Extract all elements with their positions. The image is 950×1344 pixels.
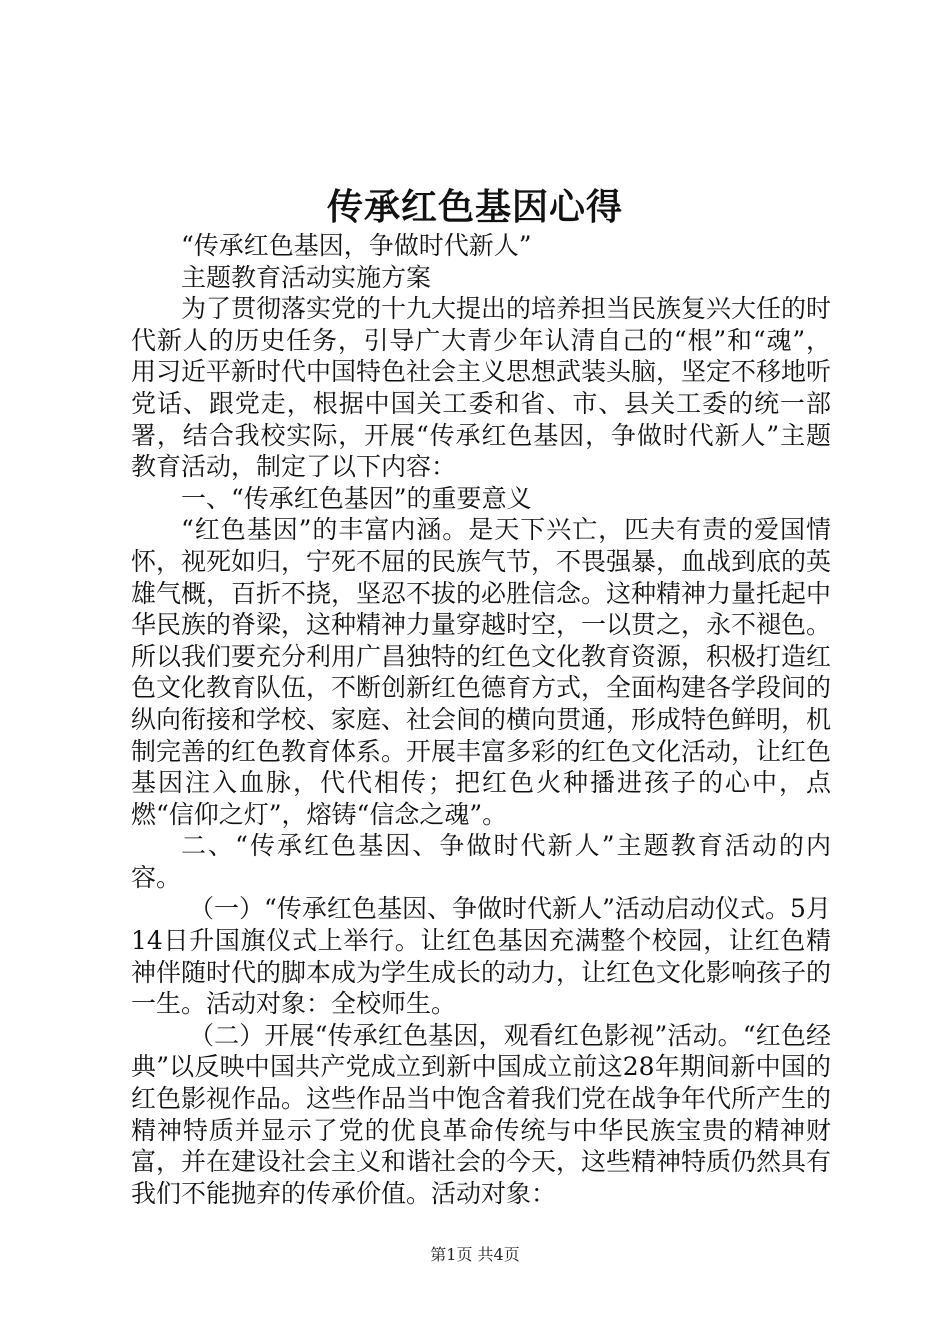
document-body (131, 230, 831, 1209)
page-footer: 第1页 共4页 (430, 1245, 520, 1264)
activity-2-paragraph: （二）开展“传承红色基因，观看红色影视”活动。“红色经典”以反映中国共产党成立到新中国成立前这28年期间新中国的红色影视作品。这些作品当中饱含着我们党在战争年代所产生的精神特质并显示了党的优良革命传统与中华民族宝贵的精神财富，并在建设社会主义和谐社会的今天，这些精神特质仍然具有我们不能抛弃的传承价值。活动对象： (131, 1020, 832, 1208)
activity-1-paragraph: （一）“传承红色基因、争做时代新人”活动启动仪式。5月14日升国旗仪式上举行。让红色基因充满整个校园，让红色精神伴随时代的脚本成为学生成长的动力，让红色文化影响孩子的一生。活动对象：全校师生。 (131, 894, 832, 1019)
document-title: 传承红色基因心得 (326, 186, 623, 228)
section-heading-2: 二、“传承红色基因、争做时代新人”主题教育活动的内容。 (131, 831, 831, 892)
subtitle-line: 主题教育活动实施方案 (181, 262, 432, 292)
section-1-paragraph: “红色基因”的丰富内涵。是天下兴亡，匹夫有责的爱国情怀，视死如归，宁死不屈的民族气节，不畏强暴，血战到底的英雄气概，百折不挠，坚忍不拔的必胜信念。这种精神力量托起中华民族的脊梁，这种精神力量穿越时空，一以贯之，永不褪色。所以我们要充分利用广昌独特的红色文化教育资源，积极打造红色文化教育队伍，不断创新红色德育方式，全面构建各学段间的纵向衔接和学校、家庭、社会间的横向贯通，形成特色鲜明，机制完善的红色教育体系。开展丰富多彩的红色文化活动，让红色基因注入血脉，代代相传；把红色火种播进孩子的心中，点燃“信仰之灯”，熔铸“信念之魂”。 (131, 515, 832, 829)
intro-paragraph: 为了贯彻落实党的十九大提出的培养担当民族复兴大任的时代新人的历史任务，引导广大青少年认清自己的“根”和“魂”，用习近平新时代中国特色社会主义思想武装头脑，坚定不移地听党话、跟党走，根据中国关工委和省、市、县关工委的统一部署，结合我校实际，开展“传承红色基因，争做时代新人”主题教育活动，制定了以下内容： (131, 294, 832, 482)
section-heading-1: 一、“传承红色基因”的重要意义 (181, 483, 532, 513)
slogan-line: “传承红色基因，争做时代新人” (181, 231, 532, 260)
